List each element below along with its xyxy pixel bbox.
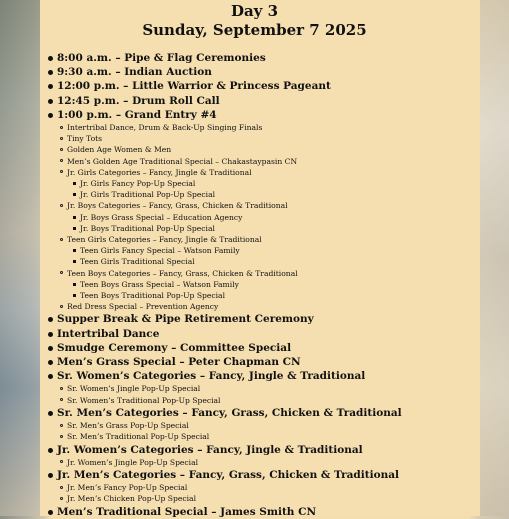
schedule-item-text: 9:30 a.m. – Indian Auction: [57, 66, 212, 79]
day-heading: Day 3: [230, 2, 279, 20]
schedule-item-text: 12:00 p.m. – Little Warrior & Princess Pageant: [57, 80, 331, 93]
schedule-item: [57, 79, 402, 93]
date-heading: Sunday, September 7 2025: [142, 21, 367, 39]
special-item: Jr. Girls Fancy Pop-Up Special: [80, 178, 402, 189]
schedule-item-text: Supper Break & Pipe Retirement Ceremony: [57, 313, 314, 326]
schedule-item-text: Jr. Women’s Categories – Fancy, Jingle & Traditional: [57, 443, 363, 456]
schedule-item: [57, 406, 402, 443]
schedule-item-text: Jr. Men’s Categories – Fancy, Grass, Chicken & Traditional: [57, 468, 400, 481]
sub-event-text: Jr. Men’s Fancy Pop-Up Special: [67, 483, 188, 493]
schedule-item: [57, 108, 402, 313]
special-item: Teen Boys Traditional Pop-Up Special: [80, 290, 402, 301]
special-item: Jr. Boys Grass Special – Education Agency: [80, 212, 402, 223]
sub-event-text: Sr. Women’s Jingle Pop-Up Special: [67, 384, 201, 394]
sub-event-item: [67, 133, 402, 144]
sub-event-item: [67, 167, 402, 201]
sub-event-list: [57, 457, 402, 468]
sub-event-text: Jr. Men’s Chicken Pop-Up Special: [67, 494, 197, 504]
schedule-item: [57, 355, 402, 369]
sub-event-item: [67, 457, 402, 468]
sub-event-item: [67, 144, 402, 155]
sub-event-item: [67, 156, 402, 167]
schedule-item-text: Men’s Grass Special – Peter Chapman CN: [57, 356, 301, 369]
schedule-item: [57, 443, 402, 468]
sub-event-item: [67, 431, 402, 442]
special-list: [67, 279, 402, 301]
special-item: Jr. Girls Traditional Pop-Up Special: [80, 189, 402, 200]
sub-event-item: [67, 383, 402, 394]
sub-event-list: [57, 482, 402, 504]
sub-event-item: [67, 122, 402, 133]
schedule-item-text: Sr. Women’s Categories – Fancy, Jingle & Traditional: [57, 370, 366, 383]
background-photo-right: [479, 0, 509, 516]
sub-event-item: [67, 482, 402, 493]
sub-event-item: [67, 420, 402, 431]
schedule-item-text: Smudge Ceremony – Committee Special: [57, 341, 292, 354]
schedule-item-text: 12:45 p.m. – Drum Roll Call: [57, 94, 220, 107]
sub-event-text: Men’s Golden Age Traditional Special – Chakastaypasin CN: [67, 156, 298, 166]
special-item: Jr. Boys Traditional Pop-Up Special: [80, 223, 402, 234]
sub-event-text: Teen Girls Categories – Fancy, Jingle & Traditional: [67, 235, 262, 245]
schedule-item: [57, 51, 402, 65]
special-list: [67, 245, 402, 267]
sub-event-item: [67, 268, 402, 302]
sub-event-list: [57, 383, 402, 405]
sub-event-text: Sr. Men’s Grass Pop-Up Special: [67, 421, 189, 431]
sub-event-item: [67, 301, 402, 312]
sub-event-list: [57, 420, 402, 442]
sub-event-text: Jr. Women’s Jingle Pop-Up Special: [67, 457, 199, 467]
sub-event-text: Jr. Boys Categories – Fancy, Grass, Chicken & Traditional: [67, 201, 288, 211]
sub-event-list: [57, 122, 402, 312]
sub-event-item: [67, 395, 402, 406]
schedule-item-text: Men’s Traditional Special – James Smith CN: [57, 505, 317, 518]
sub-event-text: Intertribal Dance, Drum & Back-Up Singing Finals: [67, 123, 263, 133]
sub-event-item: [67, 200, 402, 234]
schedule-item: [57, 327, 402, 341]
sub-event-text: Red Dress Special – Prevention Agency: [67, 302, 219, 312]
sub-event-item: [67, 493, 402, 504]
schedule-item: [57, 65, 402, 79]
sub-event-text: Jr. Girls Categories – Fancy, Jingle & Traditional: [67, 167, 252, 177]
schedule-item-text: 8:00 a.m. – Pipe & Flag Ceremonies: [57, 52, 266, 64]
schedule-item: [57, 505, 402, 519]
sub-event-text: Golden Age Women & Men: [67, 145, 172, 155]
schedule-item-text: 1:00 p.m. – Grand Entry #4: [57, 108, 217, 121]
sub-event-item: [67, 234, 402, 268]
schedule-list: [57, 51, 402, 519]
schedule-item: [57, 312, 402, 326]
special-list: [67, 178, 402, 200]
special-item: Teen Girls Fancy Special – Watson Family: [80, 245, 402, 256]
sub-event-text: Tiny Tots: [67, 134, 103, 144]
schedule-item: [57, 94, 402, 108]
special-item: Teen Boys Grass Special – Watson Family: [80, 279, 402, 290]
special-list: [67, 212, 402, 234]
schedule-item: [57, 369, 402, 406]
schedule-item: [57, 341, 402, 355]
schedule-item-text: Sr. Men’s Categories – Fancy, Grass, Chicken & Traditional: [57, 406, 402, 419]
special-item: Teen Girls Traditional Special: [80, 256, 402, 267]
sub-event-text: Teen Boys Categories – Fancy, Grass, Chicken & Traditional: [67, 268, 298, 278]
sub-event-text: Sr. Men’s Traditional Pop-Up Special: [67, 432, 210, 442]
sub-event-text: Sr. Women’s Traditional Pop-Up Special: [67, 395, 221, 405]
schedule-item-text: Intertribal Dance: [57, 327, 160, 340]
schedule-item: [57, 468, 402, 505]
